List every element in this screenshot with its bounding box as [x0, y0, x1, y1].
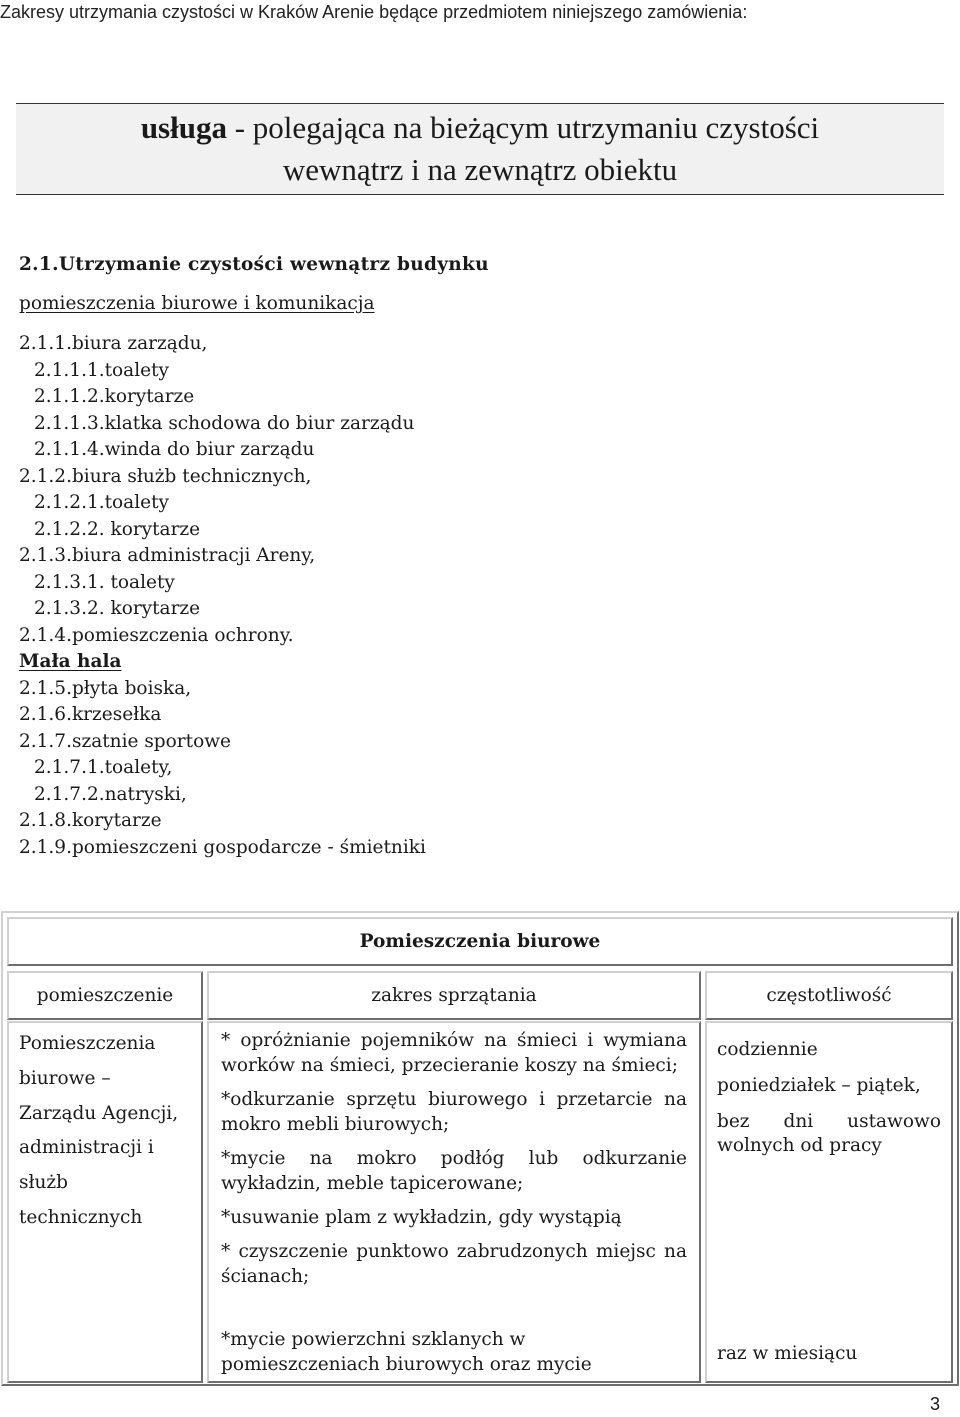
outline-item: 2.1.8.korytarze — [19, 810, 162, 831]
frequency-item: poniedziałek – piątek, — [717, 1075, 921, 1096]
room-line: administracji i — [19, 1137, 154, 1159]
room-line: biurowe – — [19, 1067, 111, 1089]
outline-item: 2.1.1.biura zarządu, — [19, 333, 208, 354]
room-line: Pomieszczenia — [19, 1033, 156, 1054]
outline-hall-heading: Mała hala — [19, 651, 122, 672]
section-title: 2.1.Utrzymanie czystości wewnątrz budynku — [19, 254, 489, 275]
outline-item: 2.1.6.krzesełka — [19, 704, 162, 725]
scope-item: *odkurzanie sprzętu biurowego i przetarcie na mokro mebli biurowych; — [221, 1089, 687, 1135]
outline-item: 2.1.7.2.natryski, — [34, 783, 187, 805]
outline-item: 2.1.2.biura służb technicznych, — [19, 465, 312, 487]
column-header-scope: zakres sprzątania — [207, 971, 701, 1020]
banner-line-1 — [16, 104, 944, 149]
room-cell — [7, 1021, 203, 1383]
page-number: 3 — [929, 1394, 940, 1414]
scope-cell — [207, 1021, 701, 1383]
service-banner — [16, 103, 944, 195]
room-line: służb — [19, 1172, 68, 1194]
outline-list — [19, 331, 426, 861]
banner-line-2: wewnątrz i na zewnątrz obiektu — [282, 152, 678, 187]
scope-item: *usuwanie plam z wykładzin, gdy wystąpią — [221, 1207, 622, 1228]
document-heading: Zakresy utrzymania czystości w Kraków Arenie będące przedmiotem niniejszego zamówienia: — [0, 2, 748, 22]
scope-item: *mycie na mokro podłóg lub odkurzanie wykładzin, meble tapicerowane; — [221, 1148, 687, 1194]
outline-item: 2.1.1.3.klatka schodowa do biur zarządu — [34, 412, 415, 434]
outline-item: 2.1.2.2. korytarze — [34, 518, 201, 540]
room-line: technicznych — [19, 1206, 143, 1228]
frequency-item: codziennie — [717, 1039, 818, 1060]
banner-rest: - polegająca na bieżącym utrzymaniu czystości — [226, 110, 820, 145]
scope-item: * opróżnianie pojemników na śmieci i wymiana worków na śmieci, przecieranie koszy na śmieci; — [221, 1030, 687, 1076]
outline-item: 2.1.2.1.toalety — [34, 492, 169, 513]
outline-item: 2.1.4.pomieszczenia ochrony. — [19, 624, 294, 646]
frequency-cell — [705, 1021, 953, 1383]
table-title: Pomieszczenia biurowe — [7, 917, 953, 966]
outline-item: 2.1.3.biura administracji Areny, — [19, 545, 316, 566]
frequency-item-monthly: raz w miesiącu — [717, 1343, 858, 1364]
banner-bold: usługa — [140, 110, 227, 145]
outline-item: 2.1.1.4.winda do biur zarządu — [34, 439, 315, 460]
outline-item: 2.1.3.1. toalety — [34, 571, 175, 593]
outline-item: 2.1.1.1.toalety — [34, 359, 169, 381]
outline-item: 2.1.7.1.toalety, — [34, 757, 173, 778]
outline-item: 2.1.5.płyta boiska, — [19, 677, 192, 699]
outline-item: 2.1.9.pomieszczeni gospodarcze - śmietniki — [19, 836, 426, 858]
outline-item: 2.1.3.2. korytarze — [34, 598, 201, 619]
room-line: Zarządu Agencji, — [19, 1102, 179, 1124]
outline-item: 2.1.7.szatnie sportowe — [19, 730, 231, 752]
column-header-room: pomieszczenie — [7, 971, 203, 1020]
frequency-item: bez dni ustawowo wolnych od pracy — [717, 1111, 941, 1156]
outline-item: 2.1.1.2.korytarze — [34, 386, 195, 407]
scope-item: * czyszczenie punktowo zabrudzonych miejsc na ścianach; — [221, 1241, 687, 1287]
scope-item-monthly: *mycie powierzchni szklanych w pomieszczeniach biurowych oraz mycie — [221, 1329, 592, 1375]
section-subtitle: pomieszczenia biurowe i komunikacja — [19, 293, 375, 314]
column-header-frequency: częstotliwość — [705, 971, 953, 1020]
